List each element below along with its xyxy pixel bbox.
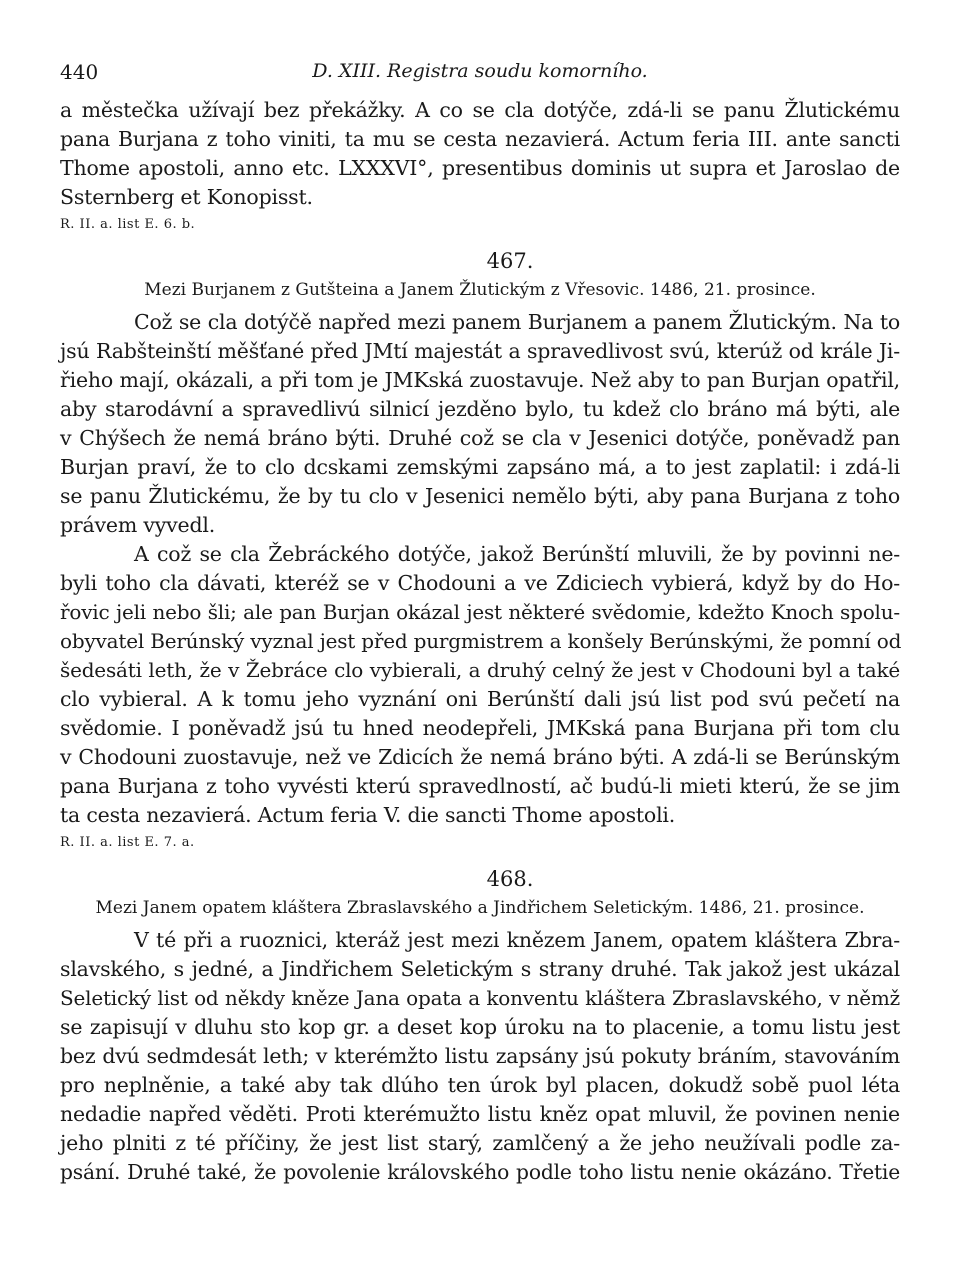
text-line: Thome apostoli, anno etc. LXXXVI°, presentibus dominis ut supra et Jaroslao de (60, 156, 900, 180)
text-line: pana Burjana z toho viniti, ta mu se cesta nezavierá. Actum feria III. ante sancti (60, 127, 900, 151)
text-line: bez dvú sedmdesát leth; v kterémžto listu zapsány jsú pokuty bráním, stavováním (60, 1044, 900, 1068)
text-line: jsú Rabšteinští měšťané před JMtí majestát a spravedlivost svú, kterúž od krále Ji- (60, 339, 900, 363)
page-number: 440 (60, 60, 99, 84)
document-summary: Mezi Janem opatem kláštera Zbraslavského a Jindřichem Seletickým. 1486, 21. prosince. (95, 898, 865, 918)
text-line: jeho plniti z té příčiny, že jest list starý, zamlčený a že jeho neužívali podle za- (60, 1131, 900, 1155)
document-number: 468. (486, 867, 534, 891)
text-line: právem vyvedl. (60, 513, 216, 537)
running-head: D. XIII. Registra soudu komorního. (312, 60, 648, 82)
text-line: byli toho cla dávati, kteréž se v Chodouni a ve Zdiciech vybierá, když by do Ho- (60, 571, 900, 595)
intro-paragraph (60, 96, 900, 212)
text-line: slavského, s jedné, a Jindřichem Seletickým s strany druhé. Tak jakož jest ukázal (60, 957, 900, 981)
document-page (60, 52, 900, 1187)
source-reference: R. II. a. list E. 7. a. (60, 835, 195, 850)
text-line: Ssternberg et Konopisst. (60, 185, 313, 209)
text-line: se zapisují v dluhu sto kop gr. a deset kop úroku na to placenie, a tomu listu jest (60, 1015, 900, 1039)
text-line: nedadie napřed věděti. Proti kterémužto listu kněz opat mluvil, že povinen nenie (60, 1102, 900, 1126)
text-line: ta cesta nezavierá. Actum feria V. die sancti Thome apostoli. (60, 803, 676, 827)
text-line: šedesáti leth, že v Žebráce clo vybierali, a druhý celný že jest v Chodouni byl a také (60, 658, 900, 682)
document-number: 467. (486, 249, 534, 273)
text-line: a městečka užívají bez překážky. A co se cla dotýče, zdá-li se panu Žlutickému (60, 98, 900, 122)
page-header (60, 52, 900, 96)
text-line: se panu Žlutickému, že by tu clo v Jesenici nemělo býti, aby pana Burjana z toho (60, 484, 900, 508)
text-line: v Chodouni zuostavuje, než ve Zdicích že nemá bráno býti. A zdá-li se Berúnským (60, 745, 900, 769)
text-line: svědomie. I poněvadž jsú tu hned neodepřeli, JMKská pana Burjana při tom clu (60, 716, 900, 740)
text-line: v Chýšech že nemá bráno býti. Druhé což se cla v Jesenici dotýče, poněvadž pan (60, 426, 900, 450)
text-line: Seletický list od někdy kněze Jana opata a konventu kláštera Zbraslavského, v němž (60, 986, 900, 1010)
document-body (60, 308, 900, 830)
source-reference: R. II. a. list E. 6. b. (60, 217, 196, 232)
text-line: psání. Druhé také, že povolenie královského podle toho listu nenie okázáno. Třetie (60, 1160, 900, 1184)
document-body (60, 926, 900, 1187)
text-line: clo vybieral. A k tomu jeho vyznání oni Berúnští dali jsú list pod svú pečetí na (60, 687, 900, 711)
text-line: Burjan praví, že to clo dcskami zemskými zapsáno má, a to jest zaplatil: i zdá-li (60, 455, 900, 479)
text-line: pana Burjana z toho vyvésti kterú spravedlností, ač budú-li mieti kterú, že se jim (60, 774, 900, 798)
text-line: V té při a ruoznici, kteráž jest mezi knězem Janem, opatem kláštera Zbra- (134, 928, 900, 952)
text-line: řieho mají, okázali, a při tom je JMKská zuostavuje. Než aby to pan Burjan opatřil, (60, 368, 900, 392)
text-line: obyvatel Berúnský vyznal jest před purgmistrem a konšely Berúnskými, že pomní od (60, 629, 902, 653)
text-line: řovic jeli nebo šli; ale pan Burjan okázal jest některé svědomie, kdežto Knoch spolu- (60, 600, 900, 624)
text-line: aby starodávní a spravedlivú silnicí jezděno bylo, tu kdež clo bráno má býti, ale (60, 397, 900, 421)
text-line: A což se cla Žebráckého dotýče, jakož Berúnští mluvili, že by povinni ne- (134, 542, 900, 566)
document-summary: Mezi Burjanem z Gutšteina a Janem Žlutickým z Vřesovic. 1486, 21. prosince. (144, 280, 816, 300)
text-line: pro neplněnie, a také aby tak dlúho ten úrok byl placen, dokudž sobě puol léta (60, 1073, 900, 1097)
text-line: Což se cla dotýčě napřed mezi panem Burjanem a panem Žlutickým. Na to (134, 310, 900, 334)
